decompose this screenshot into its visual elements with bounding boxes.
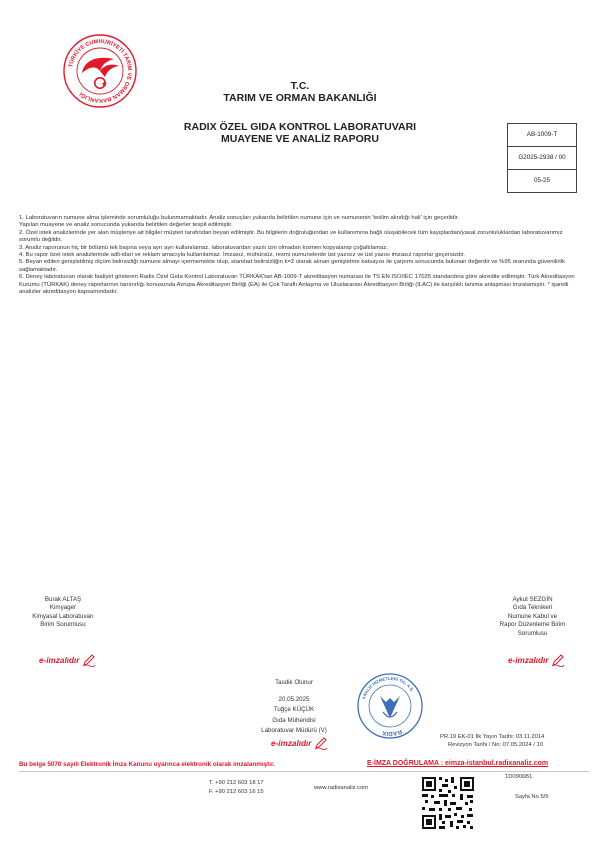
signer-role: Rapor Düzenleme Birim <box>499 621 566 629</box>
company-stamp <box>356 672 424 740</box>
signer-role: Kimyasal Laboratuvarı <box>32 612 94 620</box>
form-publish-date: PR.19 EK-01 İlk Yayın Tarihi: 03.11.2014 <box>440 734 545 740</box>
note-4: 4. Bu rapor özel istek analizlerinde adli-idari ve reklam amacıyla kullanılamaz. İmzasız, mühürsüz, resmi numunelerde üst yazısız ve üst yazısı imzasız raporlar geçersizdir. <box>19 252 465 259</box>
lab-name: RADIX ÖZEL GIDA KONTROL LABORATUVARI <box>183 121 417 133</box>
accreditation-number: AB-1009-T <box>508 124 576 147</box>
report-title: MUAYENE VE ANALİZ RAPORU <box>221 133 379 145</box>
eimza-badge-right <box>508 653 565 667</box>
note-6: 6. Deney laboratuvarı olarak faaliyet gösteren Radix Özel Gıda Kontrol Laboratuvarı TÜRKAK'tan AB-1009-T akreditasyon numarası ile TS EN ISO/IEC 17025 standardına göre akredite edilmiştir. Türk Akreditasyon Kurumu (TÜRKAK) deney raporlarının tanınırlığı konusunda Avrupa Akreditasyon Birliği (EA) ile Çok Taraflı Anlaşma ve Uluslararası Akreditasyon Birliği (ILAC) ile karşılıklı tanıma anlaşması imzalamıştır. * işaretli analizler akreditasyon kapsamındadır. <box>19 274 575 296</box>
note-1: 1. Laboratuvarın numune alma işleminde sorumluluğu bulunmamaktadır. Analiz sonuçları yukarıda belirtilen numune için ve numunenin 'teslim alındığı hali' için geçerlidir. <box>19 215 460 221</box>
approver-role: Laboratuvar Müdürü (V) <box>261 727 327 735</box>
approval-date: 20.05.2025 <box>278 695 310 703</box>
form-revision: Revizyon Tarihi / No: 07.05.2024 / 10 <box>448 742 543 749</box>
eimza-badge-left <box>39 653 96 667</box>
approver-name: Tuğçe KÜÇÜK <box>273 706 315 714</box>
svg-text:RADIX <box>382 728 402 736</box>
header-tc: T.C. <box>290 80 310 92</box>
note-3: 3. Analiz raporunun hiç bir bölümü tek başına veya ayrı ayrı kullanılamaz, laboratuvardan yazılı izni olmadan kısmen kopyalanıp çoğaltılamaz. <box>19 244 389 251</box>
eimza-label: e-imzalıdır <box>271 738 312 748</box>
signer-name: Aykut SEZGİN <box>512 596 553 603</box>
eimza-badge-center <box>271 736 328 750</box>
footer-divider <box>19 771 589 772</box>
signer-name: Burak ALTAŞ <box>44 596 82 603</box>
legal-notice: Bu belge 5070 sayılı Elektronik İmza Kanunu uyarınca elektronik olarak imzalanmıştır. <box>19 761 275 768</box>
verification-qr-code[interactable] <box>420 775 476 831</box>
report-notes <box>19 215 579 296</box>
signer-title: Kimyager <box>49 604 77 612</box>
contact-block <box>209 779 264 796</box>
signature-pen-icon <box>314 736 328 750</box>
signature-left <box>15 596 111 630</box>
signer-role: Sorumlusu <box>517 629 548 637</box>
form-info <box>440 733 590 749</box>
report-number: G2025-2938 / 00 <box>508 147 576 170</box>
report-info-box <box>507 123 577 193</box>
approver-title: Gıda Mühendisi <box>272 716 316 724</box>
signature-right <box>480 596 585 638</box>
signer-title: Gıda Teknikeri <box>512 604 553 612</box>
approval-label: Tasdik Olunur <box>275 679 313 686</box>
eimza-label: e-imzalıdır <box>508 655 549 665</box>
stamp-top-text: RADIX <box>382 727 403 737</box>
note-2: 2. Özel istek analizlerinde yer alan müşteriye ait bilgiler müşteri tarafından beyan edilmiştir. Bu bilgilerin doğruluğundan ve kullanımına bağlı oluşabilecek tüm kayıplardan/yasal zorunluluklardan laboratuvarımız sorumlu değildir. <box>19 229 563 244</box>
phone-number: T. +90 212 603 18 17 <box>209 780 264 786</box>
signature-pen-icon <box>551 653 565 667</box>
signer-role: Birim Sorumlusu <box>40 621 86 629</box>
signature-pen-icon <box>82 653 96 667</box>
page-number: Sayfa No 5/5 <box>515 794 549 800</box>
note-5: 5. Beyan edilen genişletilmiş ölçüm belirsizliği numune almayı içermemekte olup, standart belirsizliğin k=2 olarak alınan genişletme katsayısı ile çarpımı sonucunda bulunan değerdir ve %95 oranında güvenilirlik sağlamaktadır. <box>19 259 565 273</box>
fax-number: F. +90 212 603 16 15 <box>209 788 264 795</box>
seal-ring-text: TÜRKİYE CUMHURİYETİ TARIM VE ORMAN BAKANLIĞI <box>68 38 133 104</box>
signer-role: Numune Kabul ve <box>507 612 558 620</box>
approval-block <box>240 678 348 737</box>
stamp-ring-text: ANALİZ HİZMETLERİ TİC. A.Ş. <box>360 675 416 700</box>
eimza-verification-link[interactable]: E-İMZA DOĞRULAMA : eimza-istanbul.radixanaliz.com <box>367 760 549 767</box>
ministry-title: TARIM VE ORMAN BAKANLIĞI <box>223 92 377 104</box>
eimza-label: e-imzalıdır <box>39 655 80 665</box>
note-1b: Yapılan muayene ve analiz sonucunda yukarıda belirtilen değerler tespit edilmiştir. <box>19 222 233 229</box>
report-date-code: 05-25 <box>533 177 551 184</box>
document-code: 1D0906B1 <box>505 774 533 780</box>
website-link[interactable]: www.radixanaliz.com <box>314 785 369 791</box>
